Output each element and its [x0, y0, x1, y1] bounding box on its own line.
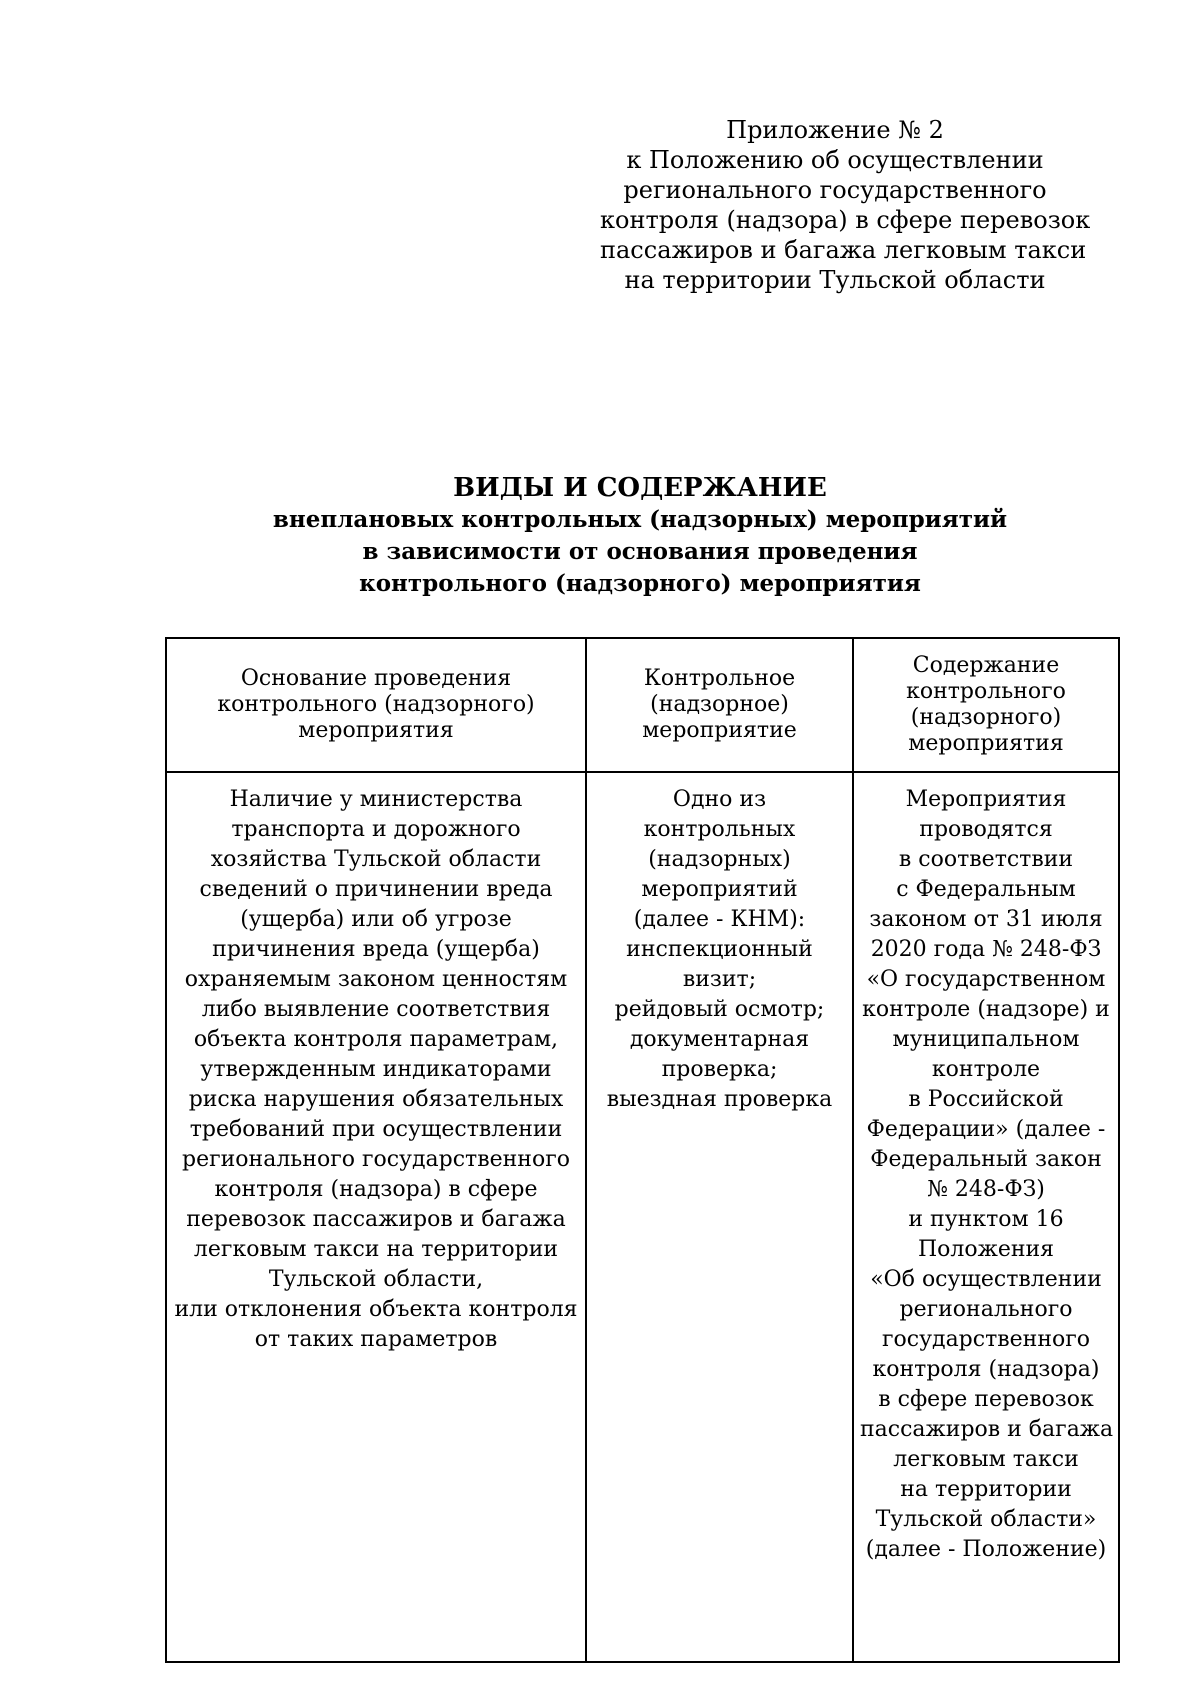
cell-text-line: контрольного: [906, 679, 1066, 704]
cell-text-line: Тульской области,: [268, 1267, 484, 1292]
cell-text-line: «О государственном: [866, 967, 1106, 992]
appendix-reference: [600, 115, 1091, 295]
cell-text-line: от таких параметров: [254, 1327, 498, 1352]
appendix-line: пассажиров и багажа легковым такси: [600, 236, 1087, 264]
cell-text-line: (надзорного): [910, 705, 1062, 730]
table-header-row: [166, 638, 1119, 772]
cell-text-line: мероприятие: [642, 718, 797, 743]
cell-text-line: контрольного (надзорного): [217, 692, 535, 717]
cell-text-line: в сфере перевозок: [878, 1387, 1094, 1412]
cell-measure: [586, 772, 853, 1662]
cell-text-line: причинения вреда (ущерба): [212, 937, 540, 962]
cell-text-line: Тульской области»: [875, 1507, 1097, 1532]
cell-text-line: Контрольное: [643, 666, 796, 691]
cell-text-line: законом от 31 июля: [869, 907, 1103, 932]
cell-text-line: мероприятия: [298, 718, 454, 743]
cell-text-line: контроле (надзоре) и: [862, 997, 1110, 1022]
cell-text-line: объекта контроля параметрам,: [193, 1027, 559, 1052]
cell-text-line: проводятся: [919, 817, 1053, 842]
cell-text-line: и пунктом 16: [908, 1207, 1064, 1232]
cell-text-line: 2020 года № 248-ФЗ: [870, 937, 1102, 962]
title-subtitle-line: контрольного (надзорного) мероприятия: [359, 570, 921, 597]
cell-text-line: риска нарушения обязательных: [188, 1087, 564, 1112]
cell-text-line: Положения: [917, 1237, 1055, 1262]
cell-text-line: контроля (надзора): [872, 1357, 1100, 1382]
cell-text-line: (надзорное): [650, 692, 789, 717]
cell-text-line: требований при осуществлении: [189, 1117, 563, 1142]
cell-text-line: государственного: [881, 1327, 1091, 1352]
title-subtitle-line: в зависимости от основания проведения: [362, 538, 918, 565]
cell-text-line: пассажиров и багажа: [860, 1417, 1114, 1442]
header-content: [853, 638, 1119, 772]
appendix-line: на территории Тульской области: [624, 266, 1046, 294]
cell-text-line: «Об осуществлении: [870, 1267, 1102, 1292]
cell-text-line: в соответствии: [898, 847, 1074, 872]
cell-text-line: документарная: [629, 1027, 810, 1052]
cell-text-line: Федерации» (далее -: [866, 1117, 1106, 1142]
cell-text-line: легковым такси на территории: [193, 1237, 559, 1262]
cell-text-line: Мероприятия: [905, 787, 1067, 812]
document-title: [160, 472, 1120, 600]
cell-text-line: перевозок пассажиров и багажа: [186, 1207, 566, 1232]
cell-text-line: или отклонения объекта контроля: [174, 1297, 578, 1322]
cell-content: [853, 772, 1119, 1662]
table-row: [166, 772, 1119, 1662]
cell-text-line: контрольных: [643, 817, 796, 842]
appendix-line: Приложение № 2: [726, 116, 944, 144]
cell-text-line: либо выявление соответствия: [201, 997, 551, 1022]
cell-text-line: (далее - Положение): [865, 1537, 1107, 1562]
appendix-line: регионального государственного: [623, 176, 1047, 204]
cell-text-line: выездная проверка: [606, 1087, 833, 1112]
cell-text-line: Основание проведения: [240, 666, 512, 691]
header-basis: [166, 638, 586, 772]
cell-text-line: муниципальном: [892, 1027, 1080, 1052]
cell-text-line: контроле: [931, 1057, 1041, 1082]
cell-text-line: инспекционный: [626, 937, 813, 962]
cell-text-line: (ущерба) или об угрозе: [240, 907, 512, 932]
cell-text-line: Наличие у министерства: [229, 787, 523, 812]
cell-text-line: на территории: [900, 1477, 1072, 1502]
cell-text-line: с Федеральным: [896, 877, 1076, 902]
cell-text-line: Федеральный закон: [870, 1147, 1102, 1172]
cell-text-line: Содержание: [912, 653, 1060, 678]
cell-text-line: (далее - КНМ):: [633, 907, 806, 932]
cell-text-line: № 248-ФЗ): [927, 1177, 1045, 1202]
cell-text-line: контроля (надзора) в сфере: [214, 1177, 538, 1202]
cell-text-line: регионального государственного: [182, 1147, 570, 1172]
appendix-line: контроля (надзора) в сфере перевозок: [600, 206, 1091, 234]
cell-text-line: проверка;: [661, 1057, 778, 1082]
title-main: ВИДЫ И СОДЕРЖАНИЕ: [453, 473, 827, 503]
cell-text-line: регионального: [899, 1297, 1073, 1322]
appendix-line: к Положению об осуществлении: [626, 146, 1044, 174]
cell-text-line: (надзорных): [648, 847, 791, 872]
cell-text-line: легковым такси: [893, 1447, 1079, 1472]
cell-text-line: мероприятия: [908, 731, 1064, 756]
cell-text-line: утвержденным индикаторами: [200, 1057, 552, 1082]
header-measure: [586, 638, 853, 772]
cell-text-line: хозяйства Тульской области: [210, 847, 542, 872]
title-subtitle-line: внеплановых контрольных (надзорных) мероприятий: [272, 506, 1008, 533]
cell-basis: [166, 772, 586, 1662]
cell-text-line: Одно из: [672, 787, 767, 812]
cell-text-line: визит;: [682, 967, 757, 992]
measures-table: [165, 637, 1120, 1663]
cell-text-line: сведений о причинении вреда: [199, 877, 553, 902]
cell-text-line: транспорта и дорожного: [231, 817, 521, 842]
cell-text-line: мероприятий: [641, 877, 798, 902]
cell-text-line: в Российской: [908, 1087, 1064, 1112]
cell-text-line: рейдовый осмотр;: [614, 997, 825, 1022]
cell-text-line: охраняемым законом ценностям: [184, 967, 568, 992]
